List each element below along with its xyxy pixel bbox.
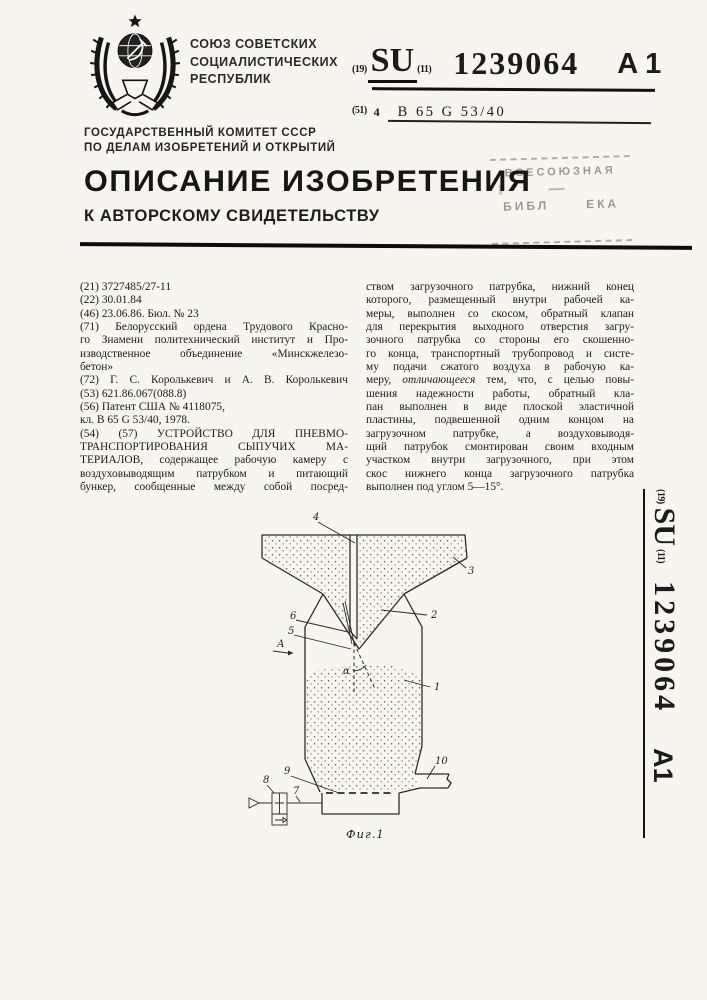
stamp-line2-left: БИБЛ (502, 198, 550, 214)
figure-label-2: 2 (431, 610, 438, 621)
union-line: РЕСПУБЛИК (190, 72, 272, 86)
kind-code: A1 (648, 748, 678, 783)
country-code: SU (368, 44, 417, 83)
view-direction-arrowhead (288, 651, 294, 656)
ipc-classification (352, 103, 506, 121)
biblio-line: кл. B 65 G 53/40, 1978. (80, 414, 190, 427)
bibliographic-text (80, 281, 634, 495)
country-code: SU (648, 507, 681, 547)
biblio-line: выполнен под углом 5—15°. (366, 481, 504, 494)
figure-caption: Фиг.1 (346, 827, 385, 841)
biblio-line: бункер, сообщенные между собой посред- (80, 481, 348, 494)
biblio-line: (46) 23.06.86. Бюл. № 23 (80, 307, 199, 320)
biblio-line: (56) Патент США № 4118075, (80, 401, 225, 414)
figure-drawing (222, 497, 512, 843)
stamp-line2-right: ЕКА (585, 196, 620, 212)
biblio-line: ством загрузочного патрубка, нижний конец (366, 281, 634, 293)
biblio-line: (72) Г. С. Королькевич и А. В. Королькевич (80, 374, 348, 387)
biblio-line: го конца, транспортный трубопровод и систе- (366, 347, 634, 360)
figure-label-6: 6 (290, 611, 297, 622)
biblio-line: для перекрытия выходного отверстия загру- (366, 321, 634, 334)
base-box (322, 793, 399, 814)
air-supply-valve (249, 793, 322, 825)
state-committee (84, 126, 336, 156)
figure-label-А: А (277, 639, 285, 650)
figure-label-7: 7 (293, 786, 300, 797)
biblio-line: загрузочном патрубке, а воздуховыводя- (366, 427, 634, 440)
union-name (190, 36, 338, 89)
code-11-label: (11) (655, 549, 666, 564)
header-rule (80, 242, 692, 250)
code-19-label: (19) (352, 64, 367, 75)
biblio-line: зочного патрубка со стороны его скошенно- (366, 334, 634, 347)
side-document-id (643, 489, 697, 838)
figure-label-10: 10 (435, 756, 448, 767)
biblio-col-left (80, 281, 348, 495)
ipc-edition: 4 (373, 105, 380, 119)
union-line: СОЦИАЛИСТИЧЕСКИХ (190, 54, 338, 69)
figure-label-α: α (343, 666, 350, 677)
publication-number: 1239064 (648, 581, 681, 715)
code-19-label: (19) (655, 489, 666, 504)
biblio-col-right (366, 281, 634, 495)
figure-label-3: 3 (468, 566, 475, 577)
biblio-line: ТЕРИАЛОВ, содержащее рабочую камеру с (80, 454, 348, 467)
biblio-line: щий патрубок смонтирован своим входным (366, 441, 634, 454)
document-subtitle: К АВТОРСКОМУ СВИДЕТЕЛЬСТВУ (84, 207, 380, 225)
figure-label-9: 9 (284, 766, 291, 777)
biblio-line: ТРАНСПОРТИРОВАНИЯ СЫПУЧИХ МА- (80, 441, 348, 454)
biblio-line: (54) (57) УСТРОЙСТВО ДЛЯ ПНЕВМО- (80, 427, 348, 440)
ussr-coat-of-arms-icon (84, 13, 186, 119)
document-title: ОПИСАНИЕ ИЗОБРЕТЕНИЯ (84, 165, 532, 198)
biblio-line: шения надежности работы, обратный кла- (366, 387, 634, 400)
ipc-class: B 65 G 53/40 (397, 104, 507, 120)
document-number-block (352, 44, 661, 83)
figure-label-4: 4 (313, 512, 320, 523)
biblio-line: пан выполнен в виде плоской эластичной (366, 401, 634, 414)
biblio-line: скос нижнего конца загрузочного патрубка (366, 467, 634, 480)
biblio-line: меры, выполнен со скосом, обратный клапан (366, 307, 634, 320)
biblio-line: меру, отличающееся тем, что, с целью повы- (366, 374, 635, 387)
biblio-line: го Знамени политехнический институт и Про- (80, 334, 348, 347)
biblio-line: которого, размещенный внутри рабочей ка- (366, 294, 634, 307)
ipc-underline (388, 120, 651, 124)
biblio-line: изводственное объединение «Минскжелезо- (80, 347, 348, 360)
biblio-line: пластины, подвешенной одним концом на (366, 414, 634, 427)
publication-number: 1239064 (453, 45, 580, 81)
biblio-line: му подачи сжатого воздуха в рабочую ка- (366, 361, 634, 374)
stamp-line-1: ВСЕСОЮЗНАЯ (504, 164, 616, 180)
committee-line: ПО ДЕЛАМ ИЗОБРЕТЕНИЙ И ОТКРЫТИЙ (84, 142, 336, 154)
code-11-label: (11) (417, 64, 432, 75)
union-line: СОЮЗ СОВЕТСКИХ (190, 37, 318, 51)
biblio-line: (22) 30.01.84 (80, 294, 142, 307)
kind-code: A 1 (617, 48, 662, 80)
figure-label-8: 8 (263, 775, 270, 786)
biblio-line: бетон» (80, 361, 114, 374)
figure-label-5: 5 (288, 626, 295, 637)
biblio-line: (71) Белорусский ордена Трудового Красно- (80, 321, 348, 334)
figure-label-1: 1 (434, 682, 441, 693)
code-51-label: (51) (352, 105, 367, 116)
committee-line: ГОСУДАРСТВЕННЫЙ КОМИТЕТ СССР (84, 127, 317, 139)
number-underline (372, 87, 655, 91)
biblio-line: участком внутри загрузочного, при этом (366, 454, 634, 467)
biblio-line: (21) 3727485/27-11 (80, 281, 172, 293)
biblio-line: (53) 621.86.067(088.8) (80, 387, 187, 400)
biblio-line: воздуховыводящим патрубком и питающий (80, 467, 348, 480)
chamber-material-fill (306, 664, 421, 792)
